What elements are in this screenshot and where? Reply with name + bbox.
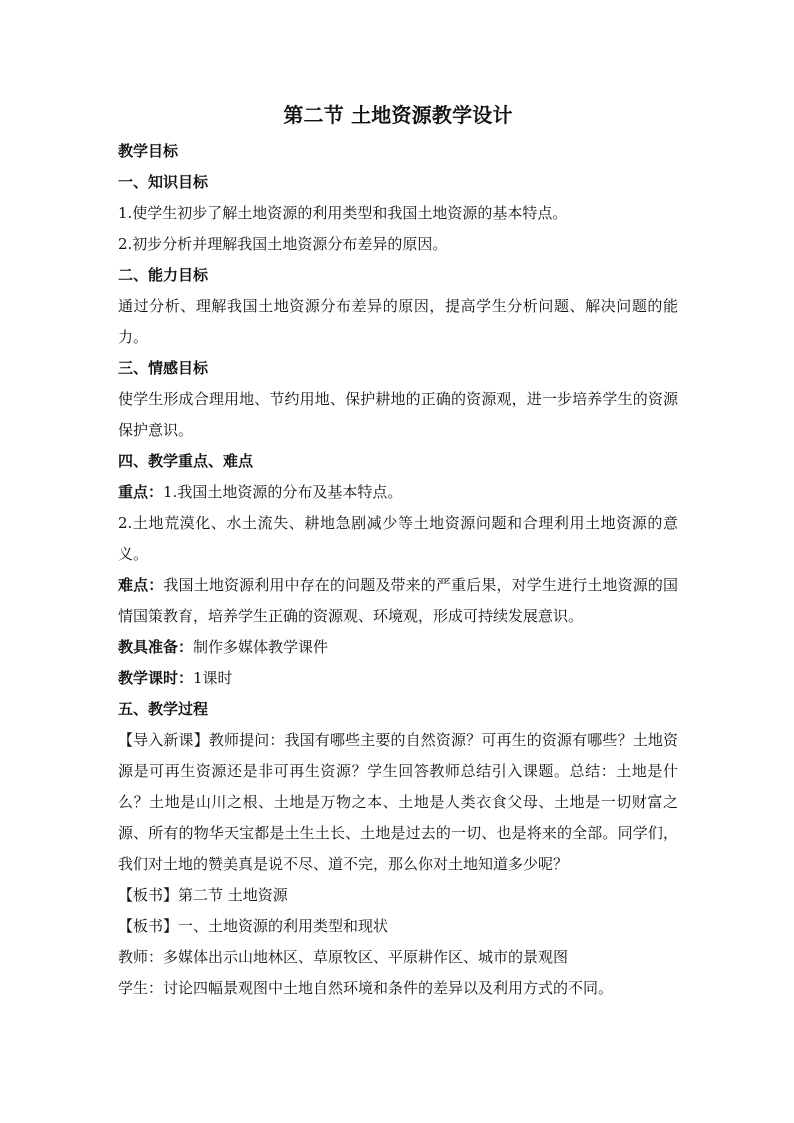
difficulty-paragraph xyxy=(118,570,678,632)
difficulty-label: 难点： xyxy=(118,576,164,594)
intro-paragraph: 【导入新课】教师提问：我国有哪些主要的自然资源？可再生的资源有哪些？土地资源是可再生资源还是非可再生资源？学生回答教师总结引入课题。总结：土地是什么？土地是山川之根、土地是万物之本、土地是人类衣食父母、土地是一切财富之源、所有的物华天宝都是土生土长、土地是过去的一切、也是将来的全部。同学们，我们对土地的赞美真是说不尽、道不完，那么你对土地知道多少呢？ xyxy=(118,731,678,873)
board-line-2: 【板书】一、土地资源的利用类型和现状 xyxy=(118,917,389,935)
student-line: 学生：讨论四幅景观图中土地自然环境和条件的差异以及利用方式的不同。 xyxy=(118,979,614,997)
hours-text: 1课时 xyxy=(193,669,233,687)
tools-paragraph xyxy=(118,632,678,663)
hours-label: 教学课时： xyxy=(118,669,194,687)
ability-goals-text: 通过分析、理解我国土地资源分布差异的原因，提高学生分析问题、解决问题的能力。 xyxy=(118,297,678,346)
teaching-goals-heading: 教学目标 xyxy=(118,142,179,160)
key-points-label: 重点： xyxy=(118,483,164,501)
knowledge-goals-heading: 一、知识目标 xyxy=(118,173,209,191)
emotion-goals-heading: 三、情感目标 xyxy=(118,359,209,377)
key-points-heading: 四、教学重点、难点 xyxy=(118,452,254,470)
tools-label: 教具准备： xyxy=(118,638,194,656)
page-title: 第二节 土地资源教学设计 xyxy=(283,103,513,127)
hours-paragraph xyxy=(118,663,678,694)
document-content xyxy=(118,100,678,1004)
board-line-1: 【板书】第二节 土地资源 xyxy=(118,886,288,904)
teacher-line: 教师：多媒体出示山地林区、草原牧区、平原耕作区、城市的景观图 xyxy=(118,948,569,966)
tools-text: 制作多媒体教学课件 xyxy=(193,638,329,656)
difficulty-text: 我国土地资源利用中存在的问题及带来的严重后果，对学生进行土地资源的国情国策教育，培养学生正确的资源观、环境观，形成可持续发展意识。 xyxy=(118,576,678,625)
ability-goals-heading: 二、能力目标 xyxy=(118,266,209,284)
key-point-1 xyxy=(118,477,678,508)
key-point-1-text: 1.我国土地资源的分布及基本特点。 xyxy=(163,483,403,501)
emotion-goals-text: 使学生形成合理用地、节约用地、保护耕地的正确的资源观，进一步培养学生的资源保护意识。 xyxy=(118,390,678,439)
knowledge-goal-1: 1.使学生初步了解土地资源的利用类型和我国土地资源的基本特点。 xyxy=(118,204,568,222)
knowledge-goal-2: 2.初步分析并理解我国土地资源分布差异的原因。 xyxy=(118,235,448,253)
key-point-2: 2.土地荒漠化、水土流失、耕地急剧减少等土地资源问题和合理利用土地资源的意义。 xyxy=(118,514,678,563)
process-heading: 五、教学过程 xyxy=(118,700,209,718)
